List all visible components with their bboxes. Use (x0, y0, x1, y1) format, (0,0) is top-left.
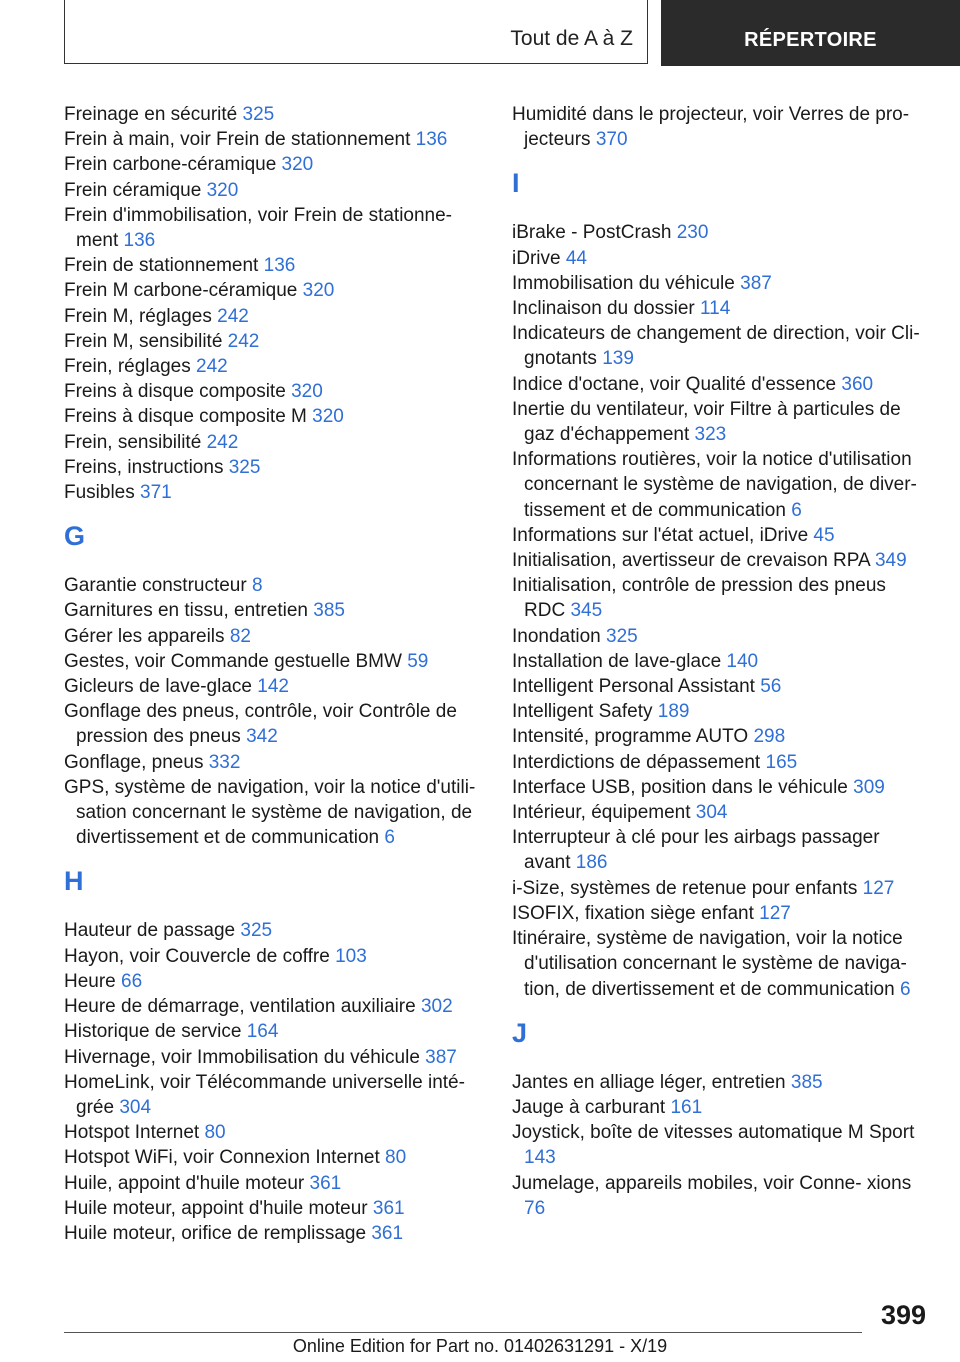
index-entry-text: Frein, réglages (64, 356, 191, 378)
index-entry-text: Hauteur de passage (64, 920, 236, 942)
index-entry-text: Jauge à carburant (512, 1096, 666, 1118)
index-entry (512, 246, 928, 271)
page-reference-link[interactable]: 136 (123, 230, 156, 252)
index-entry (64, 430, 480, 455)
index-entry-text: Heure (64, 970, 116, 992)
index-entry-text: Garantie constructeur (64, 575, 247, 597)
chapter-tab-label: RÉPERTOIRE (744, 29, 877, 51)
page-reference-link[interactable]: 127 (759, 902, 791, 924)
index-entry-text: Hotspot WiFi, voir Connexion Internet (64, 1147, 380, 1169)
index-entry-text: i-Size, systèmes de retenue pour enfants (512, 877, 858, 899)
page-reference-link[interactable]: 325 (606, 625, 638, 647)
index-entry-text: Historique de service (64, 1021, 242, 1043)
index-entry (64, 404, 480, 429)
page-reference-link[interactable]: 189 (657, 701, 690, 723)
index-entry-text: Heure de démarrage, ventilation auxiliaire (64, 996, 416, 1018)
index-entry-text: Frein M, réglages (64, 305, 212, 327)
index-entry (64, 354, 480, 379)
index-entry (64, 203, 480, 253)
page-reference-link[interactable]: 80 (385, 1147, 407, 1169)
index-entry (64, 1221, 480, 1246)
page-reference-link[interactable]: 385 (313, 600, 345, 622)
index-entry-text: Inondation (512, 625, 601, 647)
index-entry (512, 271, 928, 296)
index-entry-text: Initialisation, contrôle de pression des pneus RDC (512, 575, 886, 622)
page-reference-link[interactable]: 186 (575, 852, 608, 874)
index-entry (64, 598, 480, 623)
index-entry (64, 1171, 480, 1196)
page-reference-link[interactable]: 127 (862, 877, 895, 899)
page-reference-link[interactable]: 371 (140, 482, 172, 504)
page-reference-link[interactable]: 298 (753, 726, 786, 748)
index-entry-text: Intensité, programme AUTO (512, 726, 749, 748)
index-entry (64, 750, 480, 775)
index-entry-text: Huile, appoint d'huile moteur (64, 1172, 305, 1194)
page-reference-link[interactable]: 242 (196, 356, 228, 378)
page-reference-link[interactable]: 302 (420, 996, 453, 1018)
index-entry-text: Gonflage des pneus, contrôle, voir Contrôle de pression des pneus (64, 701, 457, 748)
page-reference-link[interactable]: 361 (372, 1197, 405, 1219)
page-reference-link[interactable]: 242 (227, 330, 260, 352)
index-entry (64, 455, 480, 480)
index-entry-text: Inclinaison du dossier (512, 298, 695, 320)
index-entry (512, 800, 928, 825)
index-entry-text: Humidité dans le projecteur, voir Verres de pro‐ jecteurs (512, 104, 910, 151)
page-reference-link[interactable]: 349 (874, 550, 907, 572)
index-entry-text: iBrake - PostCrash (512, 222, 672, 244)
page-reference-link[interactable]: 361 (309, 1172, 342, 1194)
index-letter-heading: G (64, 521, 86, 552)
index-entry (64, 127, 480, 152)
index-letter-heading: J (512, 1017, 528, 1048)
index-entry-text: Itinéraire, système de navigation, voir la notice d'utilisation concernant le système de naviga‐ tion, de divertissement et de communication (512, 928, 907, 1000)
index-entry-text: Gonflage, pneus (64, 751, 204, 773)
index-entry-text: Garnitures en tissu, entretien (64, 600, 308, 622)
index-entry-text: Frein M carbone-céramique (64, 280, 298, 302)
index-entry (64, 253, 480, 278)
index-entry (512, 296, 928, 321)
page-reference-link[interactable]: 332 (208, 751, 241, 773)
index-entry-text: Frein à main, voir Frein de stationnement (64, 129, 411, 151)
index-entry (64, 1145, 480, 1170)
page-reference-link[interactable]: 320 (302, 280, 335, 302)
page-reference-link[interactable]: 44 (565, 247, 587, 269)
index-entry-text: Hotspot Internet (64, 1122, 200, 1144)
page-header (64, 0, 960, 66)
page-reference-link[interactable]: 345 (570, 600, 603, 622)
page-reference-link[interactable]: 76 (524, 1197, 546, 1219)
page-reference-link[interactable]: 320 (206, 179, 239, 201)
index-entry-text: Interdictions de dépassement (512, 751, 761, 773)
page-reference-link[interactable]: 6 (384, 827, 395, 849)
page-reference-link[interactable]: 161 (670, 1096, 703, 1118)
page-reference-link[interactable]: 230 (676, 222, 709, 244)
index-entry (64, 1019, 480, 1044)
index-entry-text: Inertie du ventilateur, voir Filtre à particules de gaz d'échappement (512, 398, 901, 446)
index-entry-text: GPS, système de navigation, voir la notice d'utili‐ sation concernant le système de navigation, de divertissement et de communication (64, 776, 476, 849)
index-entry-text: Gérer les appareils (64, 625, 225, 647)
page-reference-link[interactable]: 361 (371, 1222, 404, 1244)
section-tab-label: Tout de A à Z (510, 27, 633, 50)
index-entry (512, 699, 928, 724)
page-reference-link[interactable]: 142 (257, 676, 289, 698)
page-reference-link[interactable]: 56 (760, 676, 782, 698)
section-tab[interactable] (64, 0, 648, 64)
index-entry (64, 918, 480, 943)
index-entry (64, 1045, 480, 1070)
page-reference-link[interactable]: 325 (240, 920, 273, 942)
page-number: 399 (880, 1300, 926, 1330)
index-entry-text: Freins à disque composite (64, 381, 286, 403)
index-entry-text: ISOFIX, fixation siège enfant (512, 902, 754, 924)
index-entry (64, 969, 480, 994)
index-entry (64, 775, 480, 851)
index-entry (512, 624, 928, 649)
index-entry-text: Fusibles (64, 482, 135, 504)
index-entry (64, 102, 480, 127)
index-entry (512, 1095, 928, 1120)
index-entry (512, 724, 928, 749)
index-entry (512, 102, 928, 152)
page-reference-link[interactable]: 385 (790, 1071, 823, 1093)
index-entry-text: Indice d'octane, voir Qualité d'essence (512, 373, 837, 395)
footer-divider (64, 1332, 862, 1333)
index-entry-text: Frein M, sensibilité (64, 330, 223, 352)
page-reference-link[interactable]: 136 (415, 129, 448, 151)
page-reference-link[interactable]: 164 (246, 1021, 279, 1043)
index-entry-text: Intérieur, équipement (512, 802, 691, 824)
index-entry-text: Jantes en alliage léger, entretien (512, 1071, 786, 1093)
page-reference-link[interactable]: 304 (695, 802, 728, 824)
chapter-tab[interactable] (661, 0, 960, 66)
index-entry (64, 944, 480, 969)
page-reference-link[interactable]: 140 (726, 650, 759, 672)
index-entry (512, 775, 928, 800)
index-entry-text: HomeLink, voir Télécommande universelle inté‐ grée (64, 1071, 465, 1118)
page-reference-link[interactable]: 45 (813, 524, 835, 546)
index-entry-text: Huile moteur, orifice de remplissage (64, 1222, 367, 1244)
index-entry (64, 480, 480, 505)
index-entry (64, 152, 480, 177)
page-reference-link[interactable]: 387 (740, 272, 772, 294)
index-entry-text: Informations routières, voir la notice d'utilisation concernant le système de navigation, de diver‐ tissement et de communication (512, 449, 917, 521)
index-column-right (512, 102, 928, 1221)
page-reference-link[interactable]: 325 (242, 104, 275, 125)
page-reference-link[interactable]: 59 (407, 650, 429, 672)
edition-footer: Online Edition for Part no. 01402631291 - X/19 (292, 1336, 668, 1356)
page-reference-link[interactable]: 136 (263, 255, 296, 277)
index-entry-text: Frein, sensibilité (64, 431, 202, 453)
index-entry-text: Interface USB, position dans le véhicule (512, 776, 848, 798)
index-entry (64, 278, 480, 303)
index-entry-text: Huile moteur, appoint d'huile moteur (64, 1197, 368, 1219)
index-entry-text: Frein de stationnement (64, 255, 259, 277)
index-entry (512, 1070, 928, 1095)
index-entry (512, 1171, 928, 1221)
page-reference-link[interactable]: 242 (217, 305, 249, 327)
index-entry-text: Joystick, boîte de vitesses automatique M Sport (512, 1122, 915, 1144)
index-letter-heading: H (64, 866, 84, 897)
page-reference-link[interactable]: 66 (121, 970, 143, 992)
index-entry-text: Immobilisation du véhicule (512, 272, 735, 294)
page-reference-link[interactable]: 242 (206, 431, 239, 453)
index-entry-text: Hayon, voir Couvercle de coffre (64, 945, 330, 967)
page-reference-link[interactable]: 139 (602, 348, 634, 370)
page-reference-link[interactable]: 80 (204, 1122, 226, 1144)
index-entry (512, 372, 928, 397)
index-entry (512, 523, 928, 548)
index-entry-text: Frein d'immobilisation, voir Frein de stationne‐ ment (64, 204, 453, 252)
index-entry (64, 699, 480, 749)
index-entry-text: Installation de lave-glace (512, 650, 722, 672)
page-reference-link[interactable]: 82 (229, 625, 251, 647)
index-entry-text: Hivernage, voir Immobilisation du véhicule (64, 1046, 420, 1068)
page-reference-link[interactable]: 320 (312, 406, 344, 428)
index-entry-text: Frein céramique (64, 179, 202, 201)
index-entry-text: Freinage en sécurité (64, 104, 238, 125)
index-entry (64, 379, 480, 404)
page-reference-link[interactable]: 114 (700, 298, 731, 320)
index-entry (512, 926, 928, 1002)
index-entry (64, 1070, 480, 1120)
index-entry (64, 649, 480, 674)
index-entry (64, 573, 480, 598)
index-entry (512, 548, 928, 573)
index-entry (512, 674, 928, 699)
index-entry (64, 178, 480, 203)
index-entry-text: Interrupteur à clé pour les airbags passager avant (512, 827, 880, 874)
page-reference-link[interactable]: 370 (595, 129, 628, 151)
index-entry-text: Frein carbone-céramique (64, 154, 277, 176)
index-entry (512, 321, 928, 371)
index-entry-text: Informations sur l'état actuel, iDrive (512, 524, 809, 546)
index-entry (64, 994, 480, 1019)
index-column-left (64, 102, 480, 1246)
page-reference-link[interactable]: 103 (335, 945, 367, 967)
index-entry-text: Gestes, voir Commande gestuelle BMW (64, 650, 402, 672)
index-entry-text: Gicleurs de lave-glace (64, 676, 252, 698)
index-entry (64, 1196, 480, 1221)
page-reference-link[interactable]: 309 (853, 776, 885, 798)
page-reference-link[interactable]: 323 (694, 424, 727, 446)
index-entry (512, 825, 928, 875)
page-reference-link[interactable]: 143 (524, 1147, 556, 1169)
index-entry (64, 624, 480, 649)
page-reference-link[interactable]: 325 (228, 456, 261, 478)
page-reference-link[interactable]: 320 (291, 381, 323, 403)
index-entry (64, 329, 480, 354)
page-reference-link[interactable]: 304 (119, 1096, 152, 1118)
index-entry (512, 220, 928, 245)
index-entry (64, 1120, 480, 1145)
index-entry (64, 304, 480, 329)
index-entry (512, 750, 928, 775)
index-entry-text: Intelligent Safety (512, 701, 653, 723)
index-entry-text: iDrive (512, 247, 561, 269)
index-entry (512, 649, 928, 674)
page-reference-link[interactable]: 360 (841, 373, 874, 395)
index-entry-text: Freins, instructions (64, 456, 224, 478)
index-entry-text: Freins à disque composite M (64, 406, 307, 428)
index-entry (512, 901, 928, 926)
index-entry-text: Intelligent Personal Assistant (512, 676, 755, 698)
index-entry-text: Jumelage, appareils mobiles, voir Conne‐ xions (512, 1172, 912, 1194)
index-letter-heading: I (512, 168, 520, 199)
page-reference-link[interactable]: 342 (246, 726, 278, 748)
index-entry-text: Indicateurs de changement de direction, voir Cli‐ gnotants (512, 323, 920, 370)
page-reference-link[interactable]: 6 (899, 978, 911, 1000)
page-reference-link[interactable]: 6 (791, 499, 802, 521)
index-entry (512, 397, 928, 447)
index-entry (64, 674, 480, 699)
index-entry-text: Initialisation, avertisseur de crevaison RPA (512, 550, 870, 572)
page-reference-link[interactable]: 320 (281, 154, 314, 176)
page-reference-link[interactable]: 387 (425, 1046, 457, 1068)
index-entry (512, 573, 928, 623)
index-entry (512, 1120, 928, 1170)
index-entry (512, 447, 928, 523)
page-reference-link[interactable]: 165 (765, 751, 798, 773)
page-reference-link[interactable]: 8 (251, 575, 263, 597)
index-entry (512, 876, 928, 901)
